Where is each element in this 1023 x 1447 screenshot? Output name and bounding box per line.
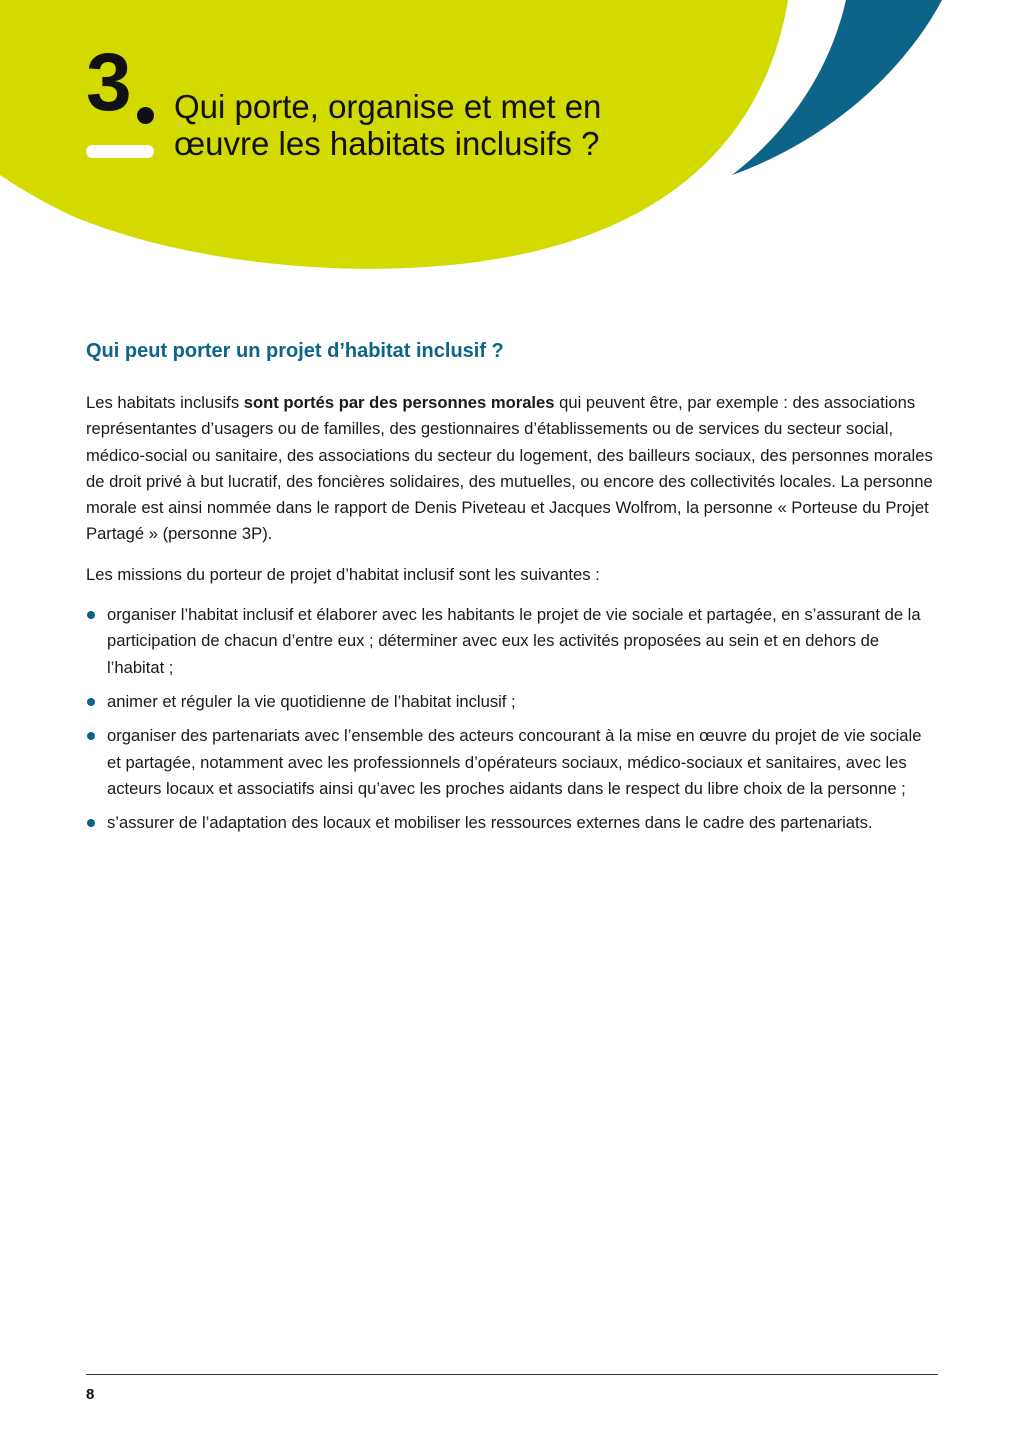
mission-item (86, 602, 938, 681)
bullet-dot-icon (87, 611, 95, 619)
chapter-title: Qui porte, organise et met en œuvre les habitats inclusifs ? (174, 88, 602, 162)
missions-intro: Les missions du porteur de projet d’habitat inclusif sont les suivantes : (86, 564, 600, 584)
mission-text: organiser des partenariats avec l’ensemble des acteurs concourant à la mise en œuvre du projet de vie sociale et partagée, notamment avec les professionnels d’opérateurs sociaux, médico-sociaux et sanitaires, avec les acteurs locaux et associatifs ainsi qu’avec les proches aidants dans le respect du libre choix de la personne ; (107, 726, 922, 798)
mission-text: organiser l’habitat inclusif et élaborer avec les habitants le projet de vie sociale et partagée, en s’assurant de la participation de chacun d’entre eux ; déterminer avec eux les activités proposées au sein et en dehors de l’habitat ; (107, 605, 921, 677)
mission-item (86, 689, 938, 715)
intro-text-start: Les habitats inclusifs (86, 393, 244, 412)
bullet-dot-icon (87, 819, 95, 827)
section-heading: Qui peut porter un projet d’habitat inclusif ? (86, 340, 504, 362)
missions-list (86, 602, 938, 836)
mission-text: s’assurer de l’adaptation des locaux et mobiliser les ressources externes dans le cadre des partenariats. (107, 813, 873, 833)
intro-paragraph (86, 390, 938, 548)
bullet-dot-icon (87, 732, 95, 740)
mission-item (86, 723, 938, 802)
intro-bold-text: sont portés par des personnes morales (243, 393, 555, 412)
intro-text-rest: qui peuvent être, par exemple : des associations représentantes d’usagers ou de familles, des gestionnaires d’établissements ou de services du secteur social, médico-social ou sanitaire, des associations du secteur du logement, des bailleurs sociaux, des personnes morales de droit privé à but lucratif, des foncières solidaires, des mutuelles, ou encore des collectivités locales. La personne morale est ainsi nommée dans le rapport de Denis Piveteau et Jacques Wolfrom, la personne « Porteuse du Projet Partagé » (personne 3P). (86, 393, 933, 544)
bullet-dot-icon (87, 698, 95, 706)
page-number: 8 (86, 1386, 95, 1403)
mission-text: animer et réguler la vie quotidienne de l’habitat inclusif ; (107, 691, 516, 711)
main-content (86, 336, 938, 844)
mission-item (86, 810, 938, 836)
chapter-number: 3 (86, 37, 131, 128)
footer-divider (86, 1374, 938, 1375)
chapter-dash (86, 145, 154, 158)
chapter-number-dot (137, 107, 154, 124)
